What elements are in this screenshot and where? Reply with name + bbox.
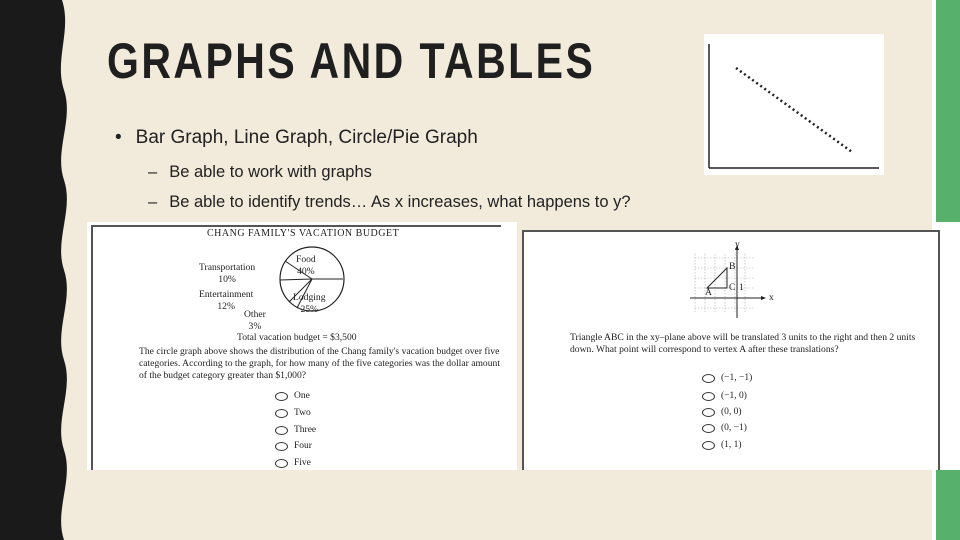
answer-option-2[interactable] [702,391,747,401]
answer-option-three[interactable] [275,425,316,435]
coordinate-question [522,230,940,470]
slice-label: Entertainment [199,289,254,300]
answer-option-five[interactable] [275,458,311,468]
left-border [91,225,93,470]
answer-option-3[interactable] [702,407,742,417]
slice-other [244,309,266,333]
slide-title: GRAPHS AND TABLES [107,33,596,89]
accent-bar-bottom [936,470,960,540]
trend-graph-image [704,34,884,175]
option-label: One [294,391,310,401]
pie-chart-title: CHANG FAMILY'S VACATION BUDGET [207,228,400,239]
slice-value: 10% [218,274,236,285]
answer-option-one[interactable] [275,391,310,401]
option-label: (−1, 0) [721,391,747,401]
slice-food [296,254,316,278]
left-edge-decoration [0,0,75,540]
sub-bullet-text: Be able to work with graphs [169,163,372,181]
sub-bullet-text: Be able to identify trends… As x increases, what happens to y? [169,193,631,211]
top-border [522,230,940,232]
slice-label: Lodging [293,292,326,303]
radio-bubble[interactable] [702,392,715,401]
sub-bullet-dash: – [148,163,158,181]
bullet-graph-types [115,127,478,149]
answer-option-5[interactable] [702,440,742,450]
radio-bubble[interactable] [275,426,288,435]
sub-bullet-dash: – [148,193,158,211]
radio-bubble[interactable] [275,442,288,451]
sub-bullet-work-with-graphs [148,163,372,182]
radio-bubble[interactable] [702,408,715,417]
top-border [91,225,501,227]
tick-label-1: 1 [739,282,744,293]
slice-value: 3% [248,321,262,332]
pie-chart-question [87,222,517,470]
slice-value: 40% [297,266,315,277]
answer-option-1[interactable] [702,373,752,383]
left-border [522,230,524,470]
vertex-b-label: B [729,261,736,272]
slice-lodging [293,292,326,316]
vertex-c-label: C [729,282,736,293]
option-label: (0, −1) [721,423,747,433]
radio-bubble[interactable] [275,409,288,418]
answer-option-two[interactable] [275,408,311,418]
option-label: (0, 0) [721,407,742,417]
slice-label: Food [296,254,316,265]
total-budget: Total vacation budget = $3,500 [237,332,357,343]
slice-value: 12% [217,301,235,312]
option-label: Two [294,408,311,418]
slice-label: Transportation [199,262,256,273]
radio-bubble[interactable] [275,459,288,468]
slice-label: Other [244,309,266,320]
option-label: Four [294,441,312,451]
vertex-a-label: A [705,287,712,298]
option-label: (−1, −1) [721,373,753,383]
radio-bubble[interactable] [702,374,715,383]
slice-transportation [199,262,255,286]
question-text: Triangle ABC in the xy–plane above will be translated 3 units to the right and then 2 units down. What point will correspond to vertex A after these translations? [570,332,916,355]
question-text: The circle graph above shows the distribution of the Chang family's vacation budget over five categories. According to the graph, for how many of the five categories was the dollar amount of the budget category greater than $1,000? [139,346,500,381]
radio-bubble[interactable] [702,441,715,450]
bullet-dot: • [115,127,122,148]
x-axis-label: x [769,292,774,303]
sub-bullet-identify-trends [148,193,631,212]
radio-bubble[interactable] [702,424,715,433]
option-label: Five [294,458,311,468]
right-border [938,230,940,470]
answer-option-4[interactable] [702,423,747,433]
accent-bar-top [936,0,960,222]
radio-bubble[interactable] [275,392,288,401]
slice-value: 25% [300,304,319,315]
option-label: Three [294,425,317,435]
answer-option-four[interactable] [275,441,312,451]
y-axis-label: y [735,239,740,250]
option-label: (1, 1) [721,440,742,450]
bullet-text: Bar Graph, Line Graph, Circle/Pie Graph [135,127,478,148]
